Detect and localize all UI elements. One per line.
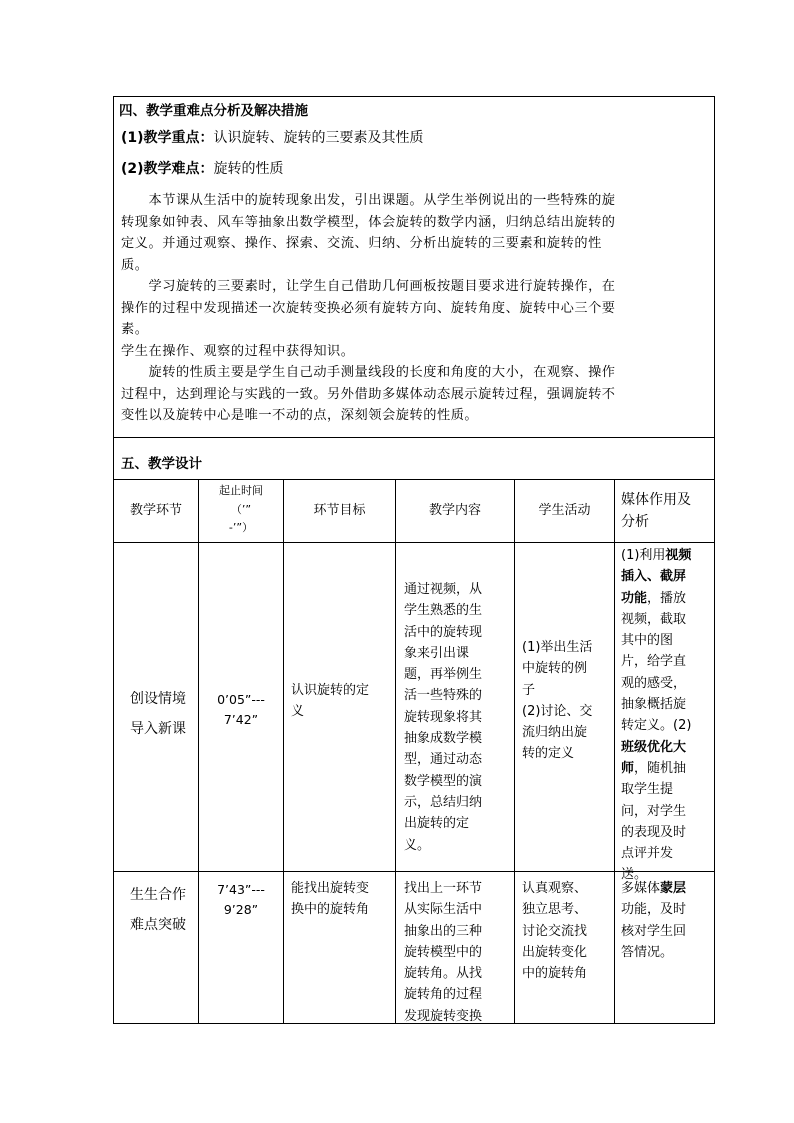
paragraph-line: 学习旋转的三要素时，让学生自己借助几何画板按题目要求进行旋转操作，在 xyxy=(121,279,616,294)
row1-media-line xyxy=(621,758,691,779)
header-stage: 教学环节 xyxy=(129,503,182,518)
row2-media-line xyxy=(621,878,686,899)
row1-content-line: 旋转现象将其 xyxy=(404,709,483,725)
row1-content-line: 义。 xyxy=(404,837,431,853)
row1-stage xyxy=(130,684,186,744)
row1-content-line: 活一些特殊的 xyxy=(404,688,483,704)
row2-stage-line: 难点突破 xyxy=(130,917,186,933)
row2-goal xyxy=(291,878,369,920)
header-content: 教学内容 xyxy=(428,503,481,518)
media-bold: 班级优化大 xyxy=(621,739,687,755)
row1-time-line: 0’05”--- xyxy=(217,692,265,707)
row1-content-line: 出旋转的定 xyxy=(404,816,470,832)
row1-media-line: 视频，截取 xyxy=(621,611,687,627)
col-divider-2 xyxy=(283,479,284,1024)
key-point-text: 认识旋转、旋转的三要素及其性质 xyxy=(213,130,424,146)
section4-heading: 四、教学重难点分析及解决措施 xyxy=(119,103,308,119)
row2-content xyxy=(404,878,482,1027)
row1-media-line xyxy=(621,588,691,609)
col-divider-3 xyxy=(395,479,396,1024)
row1-content xyxy=(404,579,482,856)
row1-time-line: 7’42” xyxy=(223,712,259,727)
paragraph-line: 本节课从生活中的旋转现象出发，引出课题。从学生举例说出的一些特殊的旋 xyxy=(121,193,616,208)
row1-content-line: 活中的旋转现 xyxy=(404,624,483,640)
header-activity: 学生活动 xyxy=(538,503,591,518)
row1-content-line: 学生熟悉的生 xyxy=(404,603,483,619)
row1-media-line: 取学生提 xyxy=(621,782,674,798)
media-bold: 师 xyxy=(621,760,635,776)
media-text: ，随机抽 xyxy=(634,760,687,776)
header-media xyxy=(621,489,691,533)
header-goal: 环节目标 xyxy=(313,503,366,518)
paragraph-line: 学生在操作、观察的过程中获得知识。 xyxy=(121,343,355,359)
row1-media-line: 抽象概括旋 xyxy=(621,697,687,713)
paragraph-line: 旋转的性质主要是学生自己动手测量线段的长度和角度的大小，在观察、操作 xyxy=(121,365,616,380)
header-media-line: 分析 xyxy=(621,514,649,530)
row1-content-line: 型，通过动态 xyxy=(404,752,483,768)
row2-content-line: 找出上一环节 xyxy=(404,881,483,896)
row1-activity-line: 流归纳出旋 xyxy=(522,725,588,741)
row2-time-line: 9’28” xyxy=(223,902,259,917)
row2-activity-line: 出旋转变化 xyxy=(522,944,588,960)
media-bold: 蒙层 xyxy=(660,881,687,896)
row1-content-line: 数学模型的演 xyxy=(404,773,483,789)
divider-section4-bottom xyxy=(113,437,715,438)
header-media-line: 媒体作用及 xyxy=(621,492,691,508)
row1-media-line: 的表现及时 xyxy=(621,824,687,840)
row2-media xyxy=(621,878,686,963)
divider-header-row xyxy=(113,542,715,543)
media-bold: 插入、截屏 xyxy=(621,569,687,585)
row1-content-line: 题，再举例生 xyxy=(404,667,483,683)
divider-section5-heading xyxy=(113,479,715,480)
difficult-point-label: (2)教学难点： xyxy=(121,161,214,177)
row1-media-line: 点评并发 xyxy=(621,846,674,862)
paragraph-line: 质。 xyxy=(121,257,149,273)
row1-activity-line: (2)讨论、交 xyxy=(522,703,593,719)
header-time-line: （’” xyxy=(230,502,252,516)
difficult-point-text: 旋转的性质 xyxy=(213,161,284,177)
row1-stage-line: 创设情境 xyxy=(130,691,186,707)
row2-activity xyxy=(522,878,587,984)
row2-stage xyxy=(130,880,186,940)
media-bold: 功能 xyxy=(621,590,648,606)
row2-activity-line: 认真观察、 xyxy=(522,881,588,896)
row1-media-line xyxy=(621,545,691,566)
difficult-point-line xyxy=(121,158,284,178)
row2-stage-line: 生生合作 xyxy=(130,887,186,903)
row2-goal-line: 能找出旋转变 xyxy=(291,881,370,896)
media-bold: 视频 xyxy=(665,548,692,563)
row1-media-line xyxy=(621,566,691,587)
row1-media-line: 转定义。(2) xyxy=(621,718,692,734)
row2-content-line: 抽象出的三种 xyxy=(404,923,483,939)
row2-content-line: 发现旋转变换 xyxy=(404,1008,483,1024)
row2-activity-line: 中的旋转角 xyxy=(522,966,588,982)
row1-media-line: 问，对学生 xyxy=(621,803,687,819)
key-point-label: (1)教学重点： xyxy=(121,130,214,146)
row1-goal-line: 认识旋转的定 xyxy=(291,683,370,698)
row2-media-line: 核对学生回 xyxy=(621,923,687,939)
row1-goal xyxy=(291,680,369,722)
header-time-line: -’”） xyxy=(228,521,254,534)
row1-media-line: 送。 xyxy=(621,867,648,883)
row1-media-line: 其中的图 xyxy=(621,633,674,649)
row1-content-line: 示，总结归纳 xyxy=(404,794,483,810)
row1-activity-line: 子 xyxy=(522,682,536,698)
col-divider-4 xyxy=(514,479,515,1024)
paragraph-line: 素。 xyxy=(121,322,149,337)
section5-heading: 五、教学设计 xyxy=(121,456,202,472)
row1-activity-line: 转的定义 xyxy=(522,746,575,762)
row2-content-line: 旋转角的过程 xyxy=(404,987,483,1003)
analysis-paragraph xyxy=(121,190,705,427)
row1-activity xyxy=(522,637,592,765)
row1-goal-line: 义 xyxy=(291,704,305,719)
row1-activity-line: 中旋转的例 xyxy=(522,661,588,677)
row2-time xyxy=(199,880,283,920)
row1-activity-line: (1)举出生活 xyxy=(522,640,593,655)
header-time-line: 起止时间 xyxy=(219,484,263,497)
row1-content-line: 通过视频，从 xyxy=(404,582,483,597)
row2-activity-line: 独立思考、 xyxy=(522,902,588,918)
row2-time-line: 7’43”--- xyxy=(217,882,265,897)
row2-content-line: 从实际生活中 xyxy=(404,902,483,918)
row2-activity-line: 讨论交流找 xyxy=(522,923,588,939)
row1-media-line: 观的感受， xyxy=(621,675,687,691)
row1-media xyxy=(621,545,691,886)
row1-content-line: 抽象成数学模 xyxy=(404,731,483,747)
paragraph-line: 转现象如钟表、风车等抽象出数学模型，体会旋转的数学内涵，归纳总结出旋转的 xyxy=(121,214,616,230)
header-time xyxy=(199,482,283,538)
row1-time xyxy=(199,690,283,730)
row1-media-line xyxy=(621,737,691,758)
paragraph-line: 定义。并通过观察、操作、探索、交流、归纳、分析出旋转的三要素和旋转的性 xyxy=(121,236,602,251)
row2-media-line: 功能，及时 xyxy=(621,902,687,918)
row2-content-line: 旋转角。从找 xyxy=(404,966,483,982)
media-text: (1)利用 xyxy=(621,548,666,563)
row1-stage-line: 导入新课 xyxy=(130,721,186,737)
row1-content-line: 象来引出课 xyxy=(404,645,470,661)
key-point-line xyxy=(121,127,424,147)
paragraph-line: 变性以及旋转中心是唯一不动的点，深刻领会旋转的性质。 xyxy=(121,408,479,423)
paragraph-line: 过程中，达到理论与实践的一致。另外借助多媒体动态展示旋转过程，强调旋转不 xyxy=(121,386,616,402)
media-text: ，播放 xyxy=(647,590,687,606)
row2-media-line: 答情况。 xyxy=(621,944,674,960)
media-text: 多媒体 xyxy=(621,881,661,896)
col-divider-1 xyxy=(198,479,199,1024)
col-divider-5 xyxy=(614,479,615,1024)
paragraph-line: 操作的过程中发现描述一次旋转变换必须有旋转方向、旋转角度、旋转中心三个要 xyxy=(121,300,616,316)
row1-media-line: 片，给学直 xyxy=(621,654,687,670)
row2-goal-line: 换中的旋转角 xyxy=(291,902,370,917)
row2-content-line: 旋转模型中的 xyxy=(404,944,483,960)
